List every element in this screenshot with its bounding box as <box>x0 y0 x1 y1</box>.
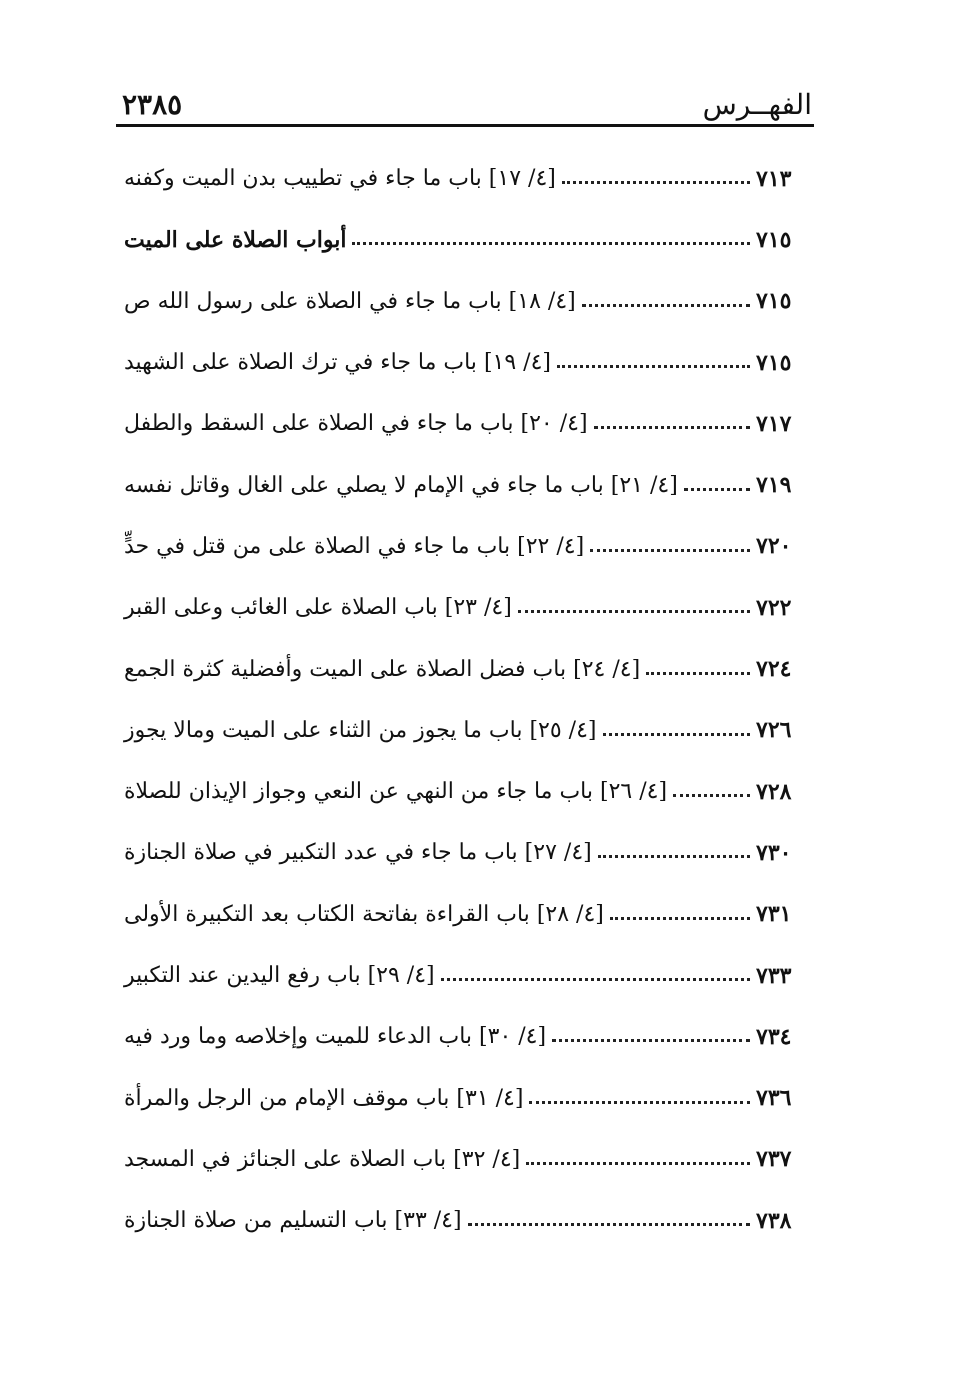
toc-entry-title: باب رفع اليدين عند التكبير <box>124 963 361 988</box>
toc-entry <box>118 1006 808 1067</box>
toc-entry-title: باب ما جاء في الصلاة على رسول الله ص <box>124 288 502 314</box>
dot-leader <box>598 855 750 858</box>
toc-entry-number: [٤/ ٣١] <box>456 1085 524 1111</box>
header-page-number: ٢٣٨٥ <box>122 88 183 121</box>
toc-entry <box>118 454 808 515</box>
toc-entry-number: [٤/ ٢٧] <box>524 840 592 866</box>
toc-entry-page: ٧٣٤ <box>756 1023 792 1050</box>
toc-entry-title: باب التسليم من صلاة الجنازة <box>124 1208 388 1234</box>
toc-entry-number: [٤/ ١٧] <box>488 166 556 192</box>
toc-entry-page: ٧٣١ <box>756 901 792 928</box>
toc-entry-page: ٧٢٠ <box>756 533 792 560</box>
toc-entry-number: [٤/ ٢٨] <box>536 901 604 927</box>
toc-entry <box>118 1190 808 1251</box>
dot-leader <box>594 426 750 429</box>
toc-entry-text <box>118 166 556 191</box>
table-of-contents <box>118 148 808 1251</box>
toc-entry-page: ٧٢٦ <box>756 717 792 744</box>
toc-entry-number: [٤/ ١٨] <box>508 288 576 314</box>
toc-entry-title: باب الصلاة على الغائب وعلى القبر <box>124 595 438 621</box>
dot-leader <box>529 1101 750 1104</box>
toc-entry-text <box>118 779 667 804</box>
toc-entry-text <box>118 657 640 682</box>
dot-leader <box>590 549 750 552</box>
toc-entry-number: [٤/ ٢٢] <box>517 533 585 559</box>
toc-entry <box>118 700 808 761</box>
toc-entry-text <box>118 840 592 865</box>
toc-entry-title: باب موقف الإمام من الرجل والمرأة <box>124 1085 450 1111</box>
toc-entry <box>118 945 808 1006</box>
dot-leader <box>552 1039 750 1042</box>
toc-entry-text <box>118 963 435 988</box>
toc-entry <box>118 516 808 577</box>
toc-entry-text <box>118 902 604 927</box>
toc-entry-number: [٤/ ١٩] <box>483 350 551 376</box>
toc-entry-page: ٧٣٦ <box>756 1085 792 1112</box>
toc-entry-text <box>118 473 678 498</box>
toc-section-heading <box>118 227 346 253</box>
dot-leader <box>441 978 750 981</box>
toc-entry-text <box>118 350 551 375</box>
toc-entry-page: ٧٣٨ <box>756 1207 792 1234</box>
toc-entry-page: ٧٢٨ <box>756 778 792 805</box>
toc-entry-title: باب ما جاء في ترك الصلاة على الشهيد <box>124 350 477 376</box>
toc-entry-page: ٧٢٤ <box>756 656 792 683</box>
toc-entry-text <box>118 1208 462 1233</box>
toc-entry-title: باب ما جاء في الإمام لا يصلي على الغال وقاتل نفسه <box>124 472 604 498</box>
toc-entry <box>118 393 808 454</box>
toc-entry-title: باب القراءة بفاتحة الكتاب بعد التكبيرة الأولى <box>124 901 530 927</box>
toc-entry-title: باب ما جاء من النهي عن النعي وجواز الإيذان للصلاة <box>124 779 593 805</box>
toc-entry-number: [٤/ ٣٣] <box>394 1208 462 1234</box>
dot-leader <box>582 304 750 307</box>
toc-entry <box>118 761 808 822</box>
dot-leader <box>352 242 750 245</box>
dot-leader <box>610 917 750 920</box>
toc-entry-title: باب ما جاء في الصلاة على السقط والطفل <box>124 411 514 437</box>
toc-entry-title: أبواب الصلاة على الميت <box>124 226 347 253</box>
toc-entry-title: باب ما جاء في عدد التكبير في صلاة الجنازة <box>124 840 518 866</box>
toc-entry <box>118 271 808 332</box>
toc-entry <box>118 1067 808 1128</box>
toc-entry-page: ٧١٥ <box>756 226 792 253</box>
toc-entry-page: ٧١٣ <box>756 165 792 192</box>
dot-leader <box>673 794 750 797</box>
toc-entry-number: [٤/ ٢٦] <box>600 779 668 805</box>
dot-leader <box>526 1162 750 1165</box>
toc-entry-page: ٧٣٧ <box>756 1146 792 1173</box>
toc-entry <box>118 822 808 883</box>
toc-entry-text <box>118 718 597 743</box>
toc-entry <box>118 884 808 945</box>
page-header <box>118 84 812 124</box>
header-rule <box>116 124 814 127</box>
toc-entry <box>118 1129 808 1190</box>
toc-entry <box>118 577 808 638</box>
toc-entry <box>118 332 808 393</box>
toc-entry-number: [٤/ ٢٥] <box>529 717 597 743</box>
dot-leader <box>468 1223 750 1226</box>
toc-entry-title: باب ما يجوز من الثناء على الميت ومالا يجوز <box>124 717 523 743</box>
toc-entry-title: باب ما جاء في تطييب بدن الميت وكفنه <box>124 166 482 192</box>
toc-entry <box>118 209 808 270</box>
toc-entry-text <box>118 1086 523 1111</box>
toc-entry-title: باب الصلاة على الجنائز في المسجد <box>124 1146 447 1172</box>
dot-leader <box>646 672 750 675</box>
dot-leader <box>684 488 750 491</box>
toc-entry-number: [٤/ ٣٠] <box>479 1024 547 1050</box>
dot-leader <box>603 733 750 736</box>
toc-entry-page: ٧١٥ <box>756 349 792 376</box>
toc-entry-text <box>118 534 584 559</box>
toc-entry-page: ٧١٥ <box>756 288 792 315</box>
toc-entry-title: باب ما جاء في الصلاة على من قتل في حدٍّ <box>124 533 511 559</box>
toc-entry-page: ٧١٩ <box>756 472 792 499</box>
dot-leader <box>562 181 750 184</box>
toc-entry-title: باب فضل الصلاة على الميت وأفضلية كثرة الجمع <box>124 656 567 682</box>
toc-entry-number: [٤/ ٢٩] <box>367 963 435 988</box>
toc-entry-page: ٧٣٠ <box>756 839 792 866</box>
toc-entry-number: [٤/ ٢٠] <box>520 411 588 437</box>
dot-leader <box>557 365 750 368</box>
toc-entry <box>118 148 808 209</box>
dot-leader <box>518 610 750 613</box>
header-title: الفهــرس <box>702 88 812 121</box>
toc-entry-number: [٤/ ٢١] <box>610 472 678 498</box>
toc-entry-page: ٧٢٢ <box>756 594 792 621</box>
toc-entry-number: [٤/ ٣٢] <box>453 1146 521 1172</box>
toc-entry-title: باب الدعاء للميت وإخلاصه وما ورد فيه <box>124 1024 473 1050</box>
toc-entry-number: [٤/ ٢٤] <box>573 656 641 682</box>
toc-entry-text <box>118 1024 546 1049</box>
toc-entry-page: ٧١٧ <box>756 410 792 437</box>
toc-entry-text <box>118 411 588 436</box>
toc-entry-text <box>118 1147 520 1172</box>
toc-entry-text <box>118 595 512 620</box>
toc-entry-number: [٤/ ٢٣] <box>444 595 512 621</box>
toc-entry-text <box>118 289 576 314</box>
toc-entry-page: ٧٣٣ <box>756 962 792 989</box>
toc-entry <box>118 638 808 699</box>
